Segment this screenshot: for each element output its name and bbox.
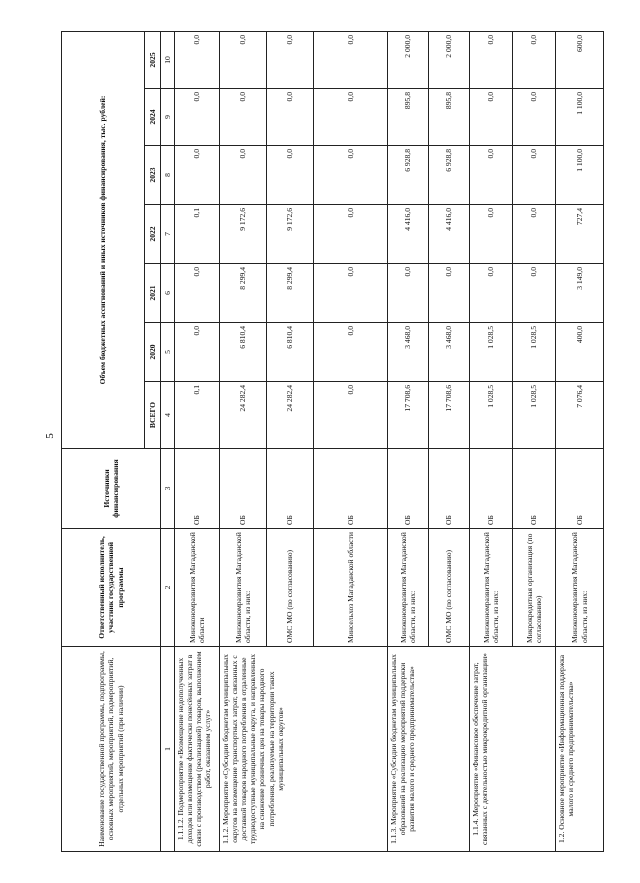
- value-2022: 0,0: [314, 205, 388, 264]
- value-total: 0,0: [314, 382, 388, 449]
- column-number: 1: [161, 647, 175, 852]
- value-2024: 0,0: [513, 89, 556, 146]
- value-2024: 0,0: [314, 89, 388, 146]
- value-2021: 8 299,4: [267, 264, 314, 323]
- header-source: Источники финансирования: [62, 449, 161, 529]
- value-2022: 0,1: [175, 205, 220, 264]
- header-year: 2022: [145, 205, 161, 264]
- executor: Микрокредитная организация (по согласованию): [513, 529, 556, 647]
- value-2020: 6 810,4: [220, 323, 267, 382]
- header-year: 2023: [145, 146, 161, 205]
- value-2023: 0,0: [267, 146, 314, 205]
- activity-name: 1.1.3. Мероприятие «Субсидии бюджетам муниципальных образований на реализацию мероприятий поддержки развития малого и среднего предпринимательства»: [388, 647, 470, 852]
- activity-name: 1.2. Основное мероприятие «Информационная поддержка малого и среднего предпринимательства»: [556, 647, 604, 852]
- value-2024: 0,0: [175, 89, 220, 146]
- value-2022: 9 172,6: [267, 205, 314, 264]
- column-number: 9: [161, 89, 175, 146]
- value-2025: 2 000,0: [388, 31, 429, 88]
- executor: Минсельхоз Магаданской области: [314, 529, 388, 647]
- value-2021: 0,0: [470, 264, 513, 323]
- value-2023: 0,0: [220, 146, 267, 205]
- executor: Минэкономразвития Магаданской области, из них:: [220, 529, 267, 647]
- value-total: 24 282,4: [267, 382, 314, 449]
- value-2020: 1 028,5: [513, 323, 556, 382]
- value-2025: 0,0: [220, 31, 267, 88]
- column-number: 3: [161, 449, 175, 529]
- value-total: 1 028,5: [470, 382, 513, 449]
- executor: ОМС МО (по согласованию): [429, 529, 470, 647]
- header-volume: Объем бюджетных ассигнований и иных источников финансирования, тыс. рублей:: [62, 31, 145, 448]
- value-2024: 895,8: [429, 89, 470, 146]
- value-2022: 4 416,0: [388, 205, 429, 264]
- financing-table: [61, 31, 604, 852]
- value-total: 17 708,6: [388, 382, 429, 449]
- value-2023: 0,0: [314, 146, 388, 205]
- value-2024: 895,8: [388, 89, 429, 146]
- executor: Минэкономразвития Магаданской области, из них:: [556, 529, 604, 647]
- value-2025: 0,0: [267, 31, 314, 88]
- value-2020: 1 028,5: [470, 323, 513, 382]
- value-total: 24 282,4: [220, 382, 267, 449]
- header-year: 2020: [145, 323, 161, 382]
- funding-source: ОБ: [267, 449, 314, 529]
- value-2024: 0,0: [220, 89, 267, 146]
- column-number: 5: [161, 323, 175, 382]
- value-2022: 0,0: [513, 205, 556, 264]
- value-2023: 0,0: [470, 146, 513, 205]
- header-executor: Ответственный исполнитель, участник государственной программы: [62, 529, 161, 647]
- table-row: [388, 31, 429, 851]
- value-2020: 3 468,0: [388, 323, 429, 382]
- value-2021: 0,0: [175, 264, 220, 323]
- executor: Минэкономразвития Магаданской области, из них:: [470, 529, 513, 647]
- table-row: [470, 31, 513, 851]
- funding-source: ОБ: [220, 449, 267, 529]
- value-2024: 1 100,0: [556, 89, 604, 146]
- activity-name: 1.1.4. Мероприятие «Финансовое обеспечение затрат, связанных с деятельностью микрокредитной организации»: [470, 647, 556, 852]
- funding-source: ОБ: [314, 449, 388, 529]
- value-2020: 0,0: [314, 323, 388, 382]
- value-2025: 0,0: [470, 31, 513, 88]
- value-2023: 6 928,8: [429, 146, 470, 205]
- header-year: 2024: [145, 89, 161, 146]
- value-2021: 8 299,4: [220, 264, 267, 323]
- funding-source: ОБ: [470, 449, 513, 529]
- funding-source: ОБ: [429, 449, 470, 529]
- value-2022: 4 416,0: [429, 205, 470, 264]
- funding-source: ОБ: [175, 449, 220, 529]
- value-2025: 600,0: [556, 31, 604, 88]
- value-total: 1 028,5: [513, 382, 556, 449]
- table-row: [556, 31, 604, 851]
- table-row: [175, 31, 220, 851]
- executor: Минэкономразвития Магаданской области: [175, 529, 220, 647]
- value-2020: 3 468,0: [429, 323, 470, 382]
- value-2020: 6 810,4: [267, 323, 314, 382]
- value-2025: 0,0: [513, 31, 556, 88]
- rotated-page: [61, 32, 621, 852]
- column-number: 4: [161, 382, 175, 449]
- value-2024: 0,0: [470, 89, 513, 146]
- activity-name: 1.1.2. Мероприятие «Субсидии бюджетам муниципальных округов на возмещение транспортных затрат, связанных с доставкой товаров народного потребления в отдаленные труднодоступные муниципальные округа, и направленных на снижение розничных цен на товары народного потребления, реализуемые на территории таких муниципальных округов»: [220, 647, 388, 852]
- column-number: 2: [161, 529, 175, 647]
- value-2023: 0,0: [513, 146, 556, 205]
- value-2022: 727,4: [556, 205, 604, 264]
- value-2020: 400,0: [556, 323, 604, 382]
- column-number: 8: [161, 146, 175, 205]
- column-number: 6: [161, 264, 175, 323]
- header-name: Наименование государственной программы, подпрограммы, основных мероприятий, мероприятий, подмероприятий, отдельных мероприятий (при наличии): [62, 647, 161, 852]
- value-total: 17 708,6: [429, 382, 470, 449]
- value-2023: 0,0: [175, 146, 220, 205]
- activity-name: 1.1.1.2. Подмероприятие «Возмещение недополученных доходов или возмещение фактически понесённых затрат в связи с производством (реализацией) товаров, выполнением работ, оказанием услуг»: [175, 647, 220, 852]
- value-2025: 0,0: [175, 31, 220, 88]
- value-2021: 3 149,0: [556, 264, 604, 323]
- value-total: 7 076,4: [556, 382, 604, 449]
- funding-source: ОБ: [556, 449, 604, 529]
- value-2022: 9 172,6: [220, 205, 267, 264]
- value-2023: 1 100,0: [556, 146, 604, 205]
- value-2020: 0,0: [175, 323, 220, 382]
- header-year: 2021: [145, 264, 161, 323]
- value-2021: 0,0: [513, 264, 556, 323]
- value-2024: 0,0: [267, 89, 314, 146]
- value-2022: 0,0: [470, 205, 513, 264]
- header-total: ВСЕГО: [145, 382, 161, 449]
- header-year: 2025: [145, 31, 161, 88]
- executor: ОМС МО (по согласованию): [267, 529, 314, 647]
- column-number: 10: [161, 31, 175, 88]
- table-row: [220, 31, 267, 851]
- value-total: 0,1: [175, 382, 220, 449]
- value-2025: 2 000,0: [429, 31, 470, 88]
- value-2021: 0,0: [388, 264, 429, 323]
- column-number: 7: [161, 205, 175, 264]
- page-number: 5: [43, 433, 56, 439]
- executor: Минэкономразвития Магаданской области, из них:: [388, 529, 429, 647]
- value-2023: 6 928,8: [388, 146, 429, 205]
- value-2025: 0,0: [314, 31, 388, 88]
- value-2021: 0,0: [429, 264, 470, 323]
- value-2021: 0,0: [314, 264, 388, 323]
- funding-source: ОБ: [388, 449, 429, 529]
- funding-source: ОБ: [513, 449, 556, 529]
